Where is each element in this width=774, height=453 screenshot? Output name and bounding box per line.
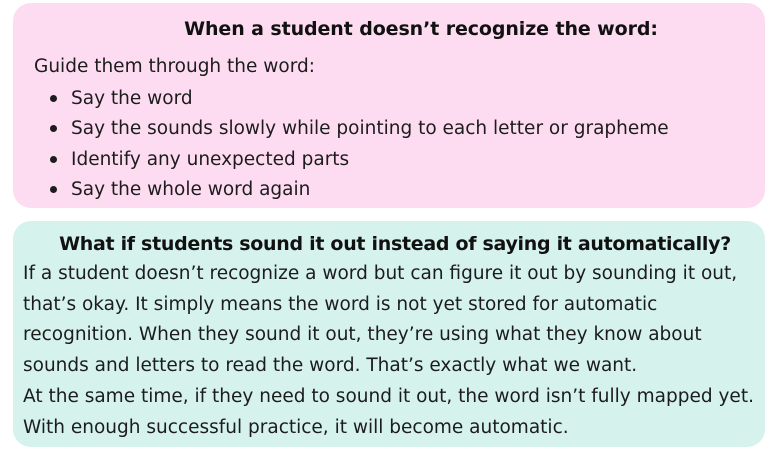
bullet-icon <box>50 125 57 132</box>
list-item <box>47 84 669 114</box>
step-text: Say the sounds slowly while pointing to each letter or grapheme <box>71 118 669 140</box>
step-text: Identify any unexpected parts <box>71 148 350 170</box>
list-item <box>47 114 669 144</box>
recognize-word-steps <box>47 84 669 205</box>
list-item <box>47 145 669 175</box>
step-text: Say the whole word again <box>71 178 311 200</box>
bullet-icon <box>50 95 57 102</box>
sound-out-callout <box>13 221 765 447</box>
paragraph-line: At the same time, if they need to sound it out, the word isn’t fully mapped yet. <box>23 385 754 407</box>
paragraph-line: that’s okay. It simply means the word is not yet stored for automatic <box>23 293 658 315</box>
recognize-word-intro: Guide them through the word: <box>34 56 315 77</box>
recognize-word-callout <box>13 3 765 208</box>
list-item <box>47 175 669 205</box>
recognize-word-heading: When a student doesn’t recognize the word: <box>184 18 658 40</box>
sound-out-paragraph <box>23 259 765 443</box>
paragraph-line: With enough successful practice, it will become automatic. <box>23 416 569 438</box>
paragraph-line: sounds and letters to read the word. That’s exactly what we want. <box>23 355 638 377</box>
sound-out-heading: What if students sound it out instead of saying it automatically? <box>59 233 731 255</box>
bullet-icon <box>50 186 57 193</box>
paragraph-line: recognition. When they sound it out, they’re using what they know about <box>23 324 702 346</box>
step-text: Say the word <box>71 88 193 109</box>
bullet-icon <box>50 156 57 163</box>
paragraph-line: If a student doesn’t recognize a word but can figure it out by sounding it out, <box>23 263 738 284</box>
